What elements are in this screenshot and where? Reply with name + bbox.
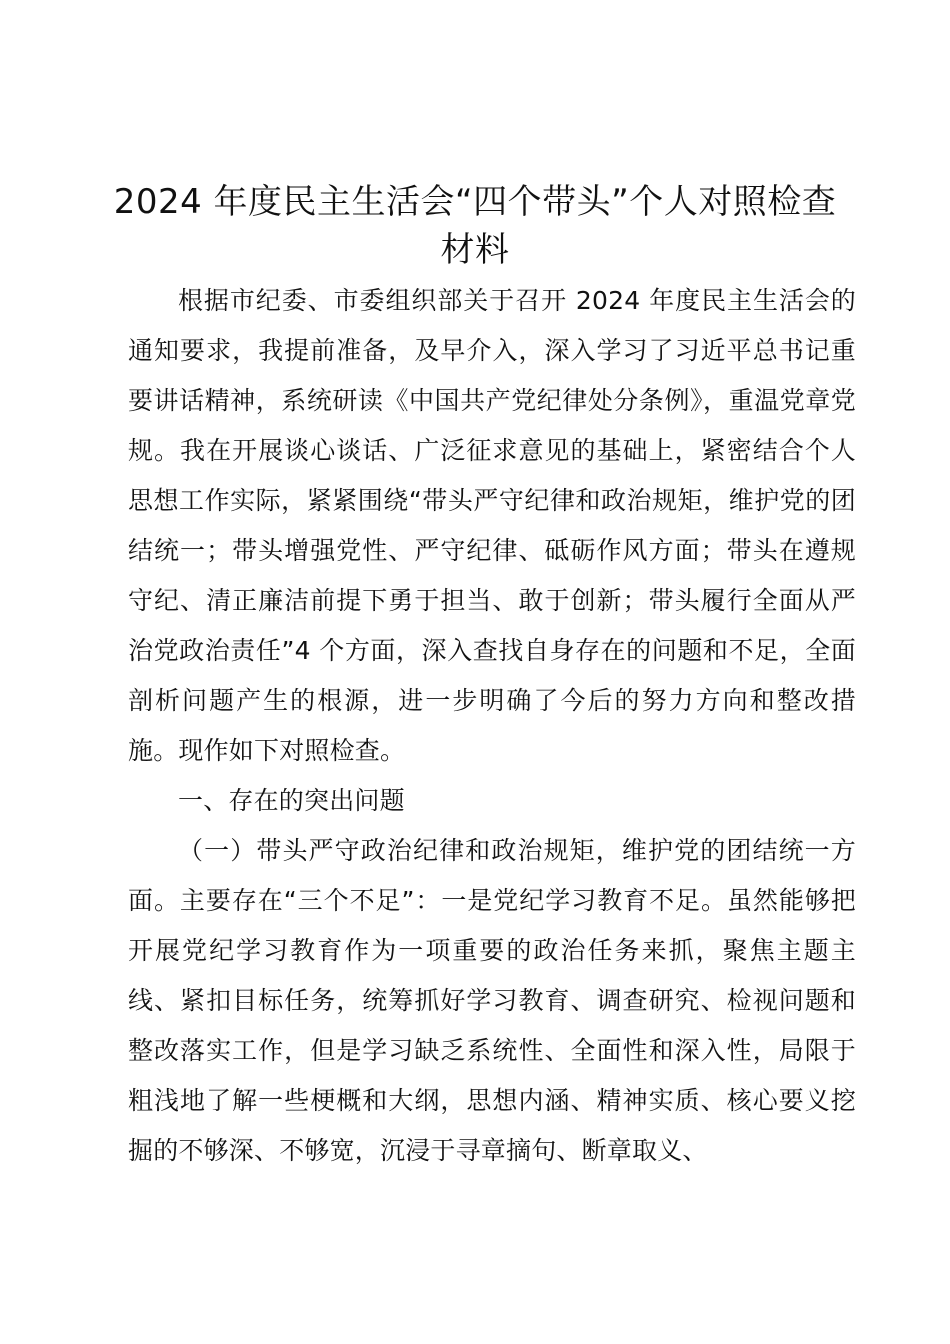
document-body	[128, 276, 856, 1176]
section-heading: 一、存在的突出问题	[178, 786, 405, 815]
intro-paragraph: 根据市纪委、市委组织部关于召开 2024 年度民主生活会的通知要求，我提前准备，及早介入，深入学习了习近平总书记重要讲话精神，系统研读《中国共产党纪律处分条例》，重温党章党规。我在开展谈心谈话、广泛征求意见的基础上，紧密结合个人思想工作实际，紧紧围绕“带头严守纪律和政治规矩，维护党的团结统一；带头增强党性、严守纪律、砥砺作风方面；带头在遵规守纪、清正廉洁前提下勇于担当、敢于创新；带头履行全面从严治党政治责任”4 个方面，深入查找自身存在的问题和不足，全面剖析问题产生的根源，进一步明确了今后的努力方向和整改措施。现作如下对照检查。	[128, 286, 856, 765]
document-title: 2024 年度民主生活会“四个带头”个人对照检查材料	[113, 182, 837, 270]
section-paragraph: （一）带头严守政治纪律和政治规矩，维护党的团结统一方面。主要存在“三个不足”：一是党纪学习教育不足。虽然能够把开展党纪学习教育作为一项重要的政治任务来抓，聚焦主题主线、紧扣目标任务，统筹抓好学习教育、调查研究、检视问题和整改落实工作，但是学习缺乏系统性、全面性和深入性，局限于粗浅地了解一些梗概和大纲，思想内涵、精神实质、核心要义挖掘的不够深、不够宽，沉浸于寻章摘句、断章取义、	[128, 836, 856, 1165]
